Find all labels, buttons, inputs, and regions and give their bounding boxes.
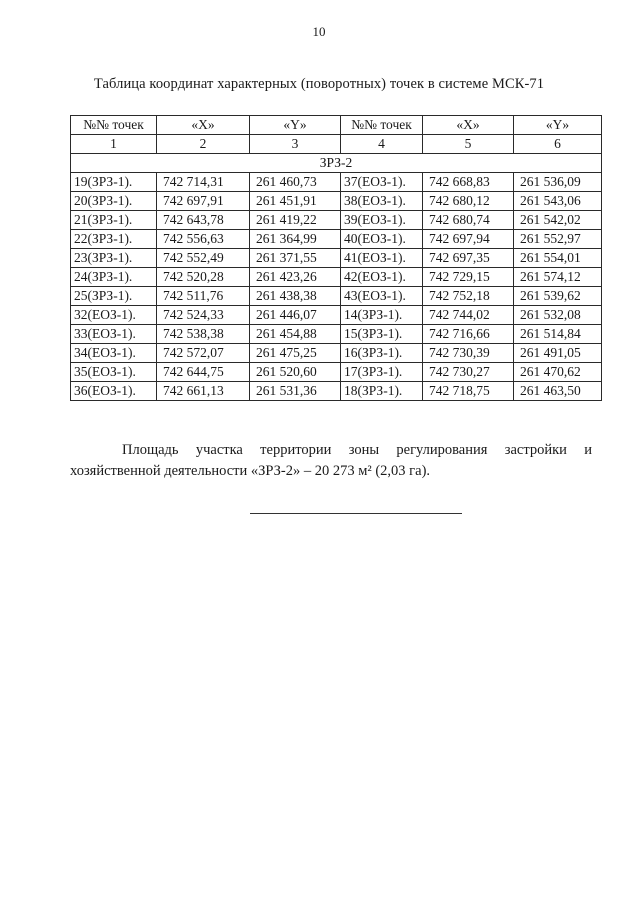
table-cell: 261 371,55: [250, 249, 341, 268]
table-cell: 24(ЗРЗ-1).: [71, 268, 157, 287]
table-cell: 742 520,28: [157, 268, 250, 287]
header-cell: «Y»: [514, 116, 602, 135]
table-cell: 34(ЕОЗ-1).: [71, 344, 157, 363]
table-cell: 261 463,50: [514, 382, 602, 401]
table-cell: 19(ЗРЗ-1).: [71, 173, 157, 192]
zone-row: [71, 154, 602, 173]
table-cell: 16(ЗРЗ-1).: [341, 344, 423, 363]
table-cell: 261 539,62: [514, 287, 602, 306]
table-row: [71, 192, 602, 211]
table-row: [71, 306, 602, 325]
table-cell: 33(ЕОЗ-1).: [71, 325, 157, 344]
table-cell: 261 542,02: [514, 211, 602, 230]
column-number-cell: 3: [250, 135, 341, 154]
table-cell: 18(ЗРЗ-1).: [341, 382, 423, 401]
table-cell: 742 714,31: [157, 173, 250, 192]
table-cell: 742 744,02: [423, 306, 514, 325]
table-cell: 261 531,36: [250, 382, 341, 401]
signature-rule: [250, 513, 462, 514]
table-cell: 15(ЗРЗ-1).: [341, 325, 423, 344]
table-cell: 37(ЕОЗ-1).: [341, 173, 423, 192]
table-title: Таблица координат характерных (поворотных) точек в системе МСК-71: [93, 76, 545, 92]
table-row: [71, 325, 602, 344]
table-cell: 742 680,74: [423, 211, 514, 230]
table-cell: 35(ЕОЗ-1).: [71, 363, 157, 382]
table-cell: 261 520,60: [250, 363, 341, 382]
table-cell: 261 475,25: [250, 344, 341, 363]
table-row: [71, 230, 602, 249]
table-cell: 742 644,75: [157, 363, 250, 382]
table-cell: 261 451,91: [250, 192, 341, 211]
table-row: [71, 344, 602, 363]
table-cell: 742 538,38: [157, 325, 250, 344]
table-cell: 742 718,75: [423, 382, 514, 401]
table-cell: 742 556,63: [157, 230, 250, 249]
table-cell: 23(ЗРЗ-1).: [71, 249, 157, 268]
table-cell: 261 470,62: [514, 363, 602, 382]
column-number-cell: 2: [157, 135, 250, 154]
table-cell: 261 454,88: [250, 325, 341, 344]
table-cell: 261 491,05: [514, 344, 602, 363]
page-number: 10: [312, 24, 326, 39]
table-cell: 41(ЕОЗ-1).: [341, 249, 423, 268]
column-number-cell: 6: [514, 135, 602, 154]
table-cell: 742 524,33: [157, 306, 250, 325]
table-cell: 742 552,49: [157, 249, 250, 268]
table-cell: 14(ЗРЗ-1).: [341, 306, 423, 325]
table-cell: 261 438,38: [250, 287, 341, 306]
table-cell: 261 514,84: [514, 325, 602, 344]
table-cell: 261 446,07: [250, 306, 341, 325]
header-cell: №№ точек: [71, 116, 157, 135]
table-row: [71, 382, 602, 401]
table-cell: 742 668,83: [423, 173, 514, 192]
table-cell: 261 423,26: [250, 268, 341, 287]
table-cell: 742 716,66: [423, 325, 514, 344]
table-cell: 742 680,12: [423, 192, 514, 211]
table-cell: 43(ЕОЗ-1).: [341, 287, 423, 306]
table-cell: 742 511,76: [157, 287, 250, 306]
zone-label: ЗРЗ-2: [71, 154, 602, 173]
table-cell: 25(ЗРЗ-1).: [71, 287, 157, 306]
table-cell: 742 730,39: [423, 344, 514, 363]
table-cell: 22(ЗРЗ-1).: [71, 230, 157, 249]
table-cell: 742 730,27: [423, 363, 514, 382]
table-cell: 261 532,08: [514, 306, 602, 325]
column-number-row: [71, 135, 602, 154]
table-cell: 261 460,73: [250, 173, 341, 192]
table-cell: 32(ЕОЗ-1).: [71, 306, 157, 325]
table-cell: 742 572,07: [157, 344, 250, 363]
table-cell: 17(ЗРЗ-1).: [341, 363, 423, 382]
table-cell: 742 697,94: [423, 230, 514, 249]
table-cell: 261 574,12: [514, 268, 602, 287]
area-statement: [70, 440, 592, 482]
table-cell: 742 643,78: [157, 211, 250, 230]
table-cell: 742 752,18: [423, 287, 514, 306]
table-cell: 261 419,22: [250, 211, 341, 230]
table-cell: 742 729,15: [423, 268, 514, 287]
table-cell: 38(ЕОЗ-1).: [341, 192, 423, 211]
table-cell: 40(ЕОЗ-1).: [341, 230, 423, 249]
table-cell: 261 364,99: [250, 230, 341, 249]
table-header-row: [71, 116, 602, 135]
table-cell: 21(ЗРЗ-1).: [71, 211, 157, 230]
table-row: [71, 287, 602, 306]
coordinates-table: [70, 115, 602, 401]
header-cell: «X»: [157, 116, 250, 135]
column-number-cell: 1: [71, 135, 157, 154]
table-row: [71, 211, 602, 230]
column-number-cell: 5: [423, 135, 514, 154]
table-cell: 20(ЗРЗ-1).: [71, 192, 157, 211]
table-cell: 42(ЕОЗ-1).: [341, 268, 423, 287]
header-cell: «X»: [423, 116, 514, 135]
table-cell: 261 552,97: [514, 230, 602, 249]
table-cell: 742 697,35: [423, 249, 514, 268]
table-row: [71, 363, 602, 382]
table-cell: 261 554,01: [514, 249, 602, 268]
column-number-cell: 4: [341, 135, 423, 154]
table-cell: 39(ЕОЗ-1).: [341, 211, 423, 230]
header-cell: «Y»: [250, 116, 341, 135]
table-cell: 261 543,06: [514, 192, 602, 211]
table-row: [71, 249, 602, 268]
table-row: [71, 268, 602, 287]
table-cell: 36(ЕОЗ-1).: [71, 382, 157, 401]
table-cell: 742 661,13: [157, 382, 250, 401]
area-statement-line: хозяйственной деятельности «ЗРЗ-2» – 20 273 м² (2,03 га).: [70, 463, 431, 479]
header-cell: №№ точек: [341, 116, 423, 135]
table-row: [71, 173, 602, 192]
area-statement-line: Площадь участка территории зоны регулирования застройки и: [122, 442, 592, 458]
table-cell: 261 536,09: [514, 173, 602, 192]
table-cell: 742 697,91: [157, 192, 250, 211]
